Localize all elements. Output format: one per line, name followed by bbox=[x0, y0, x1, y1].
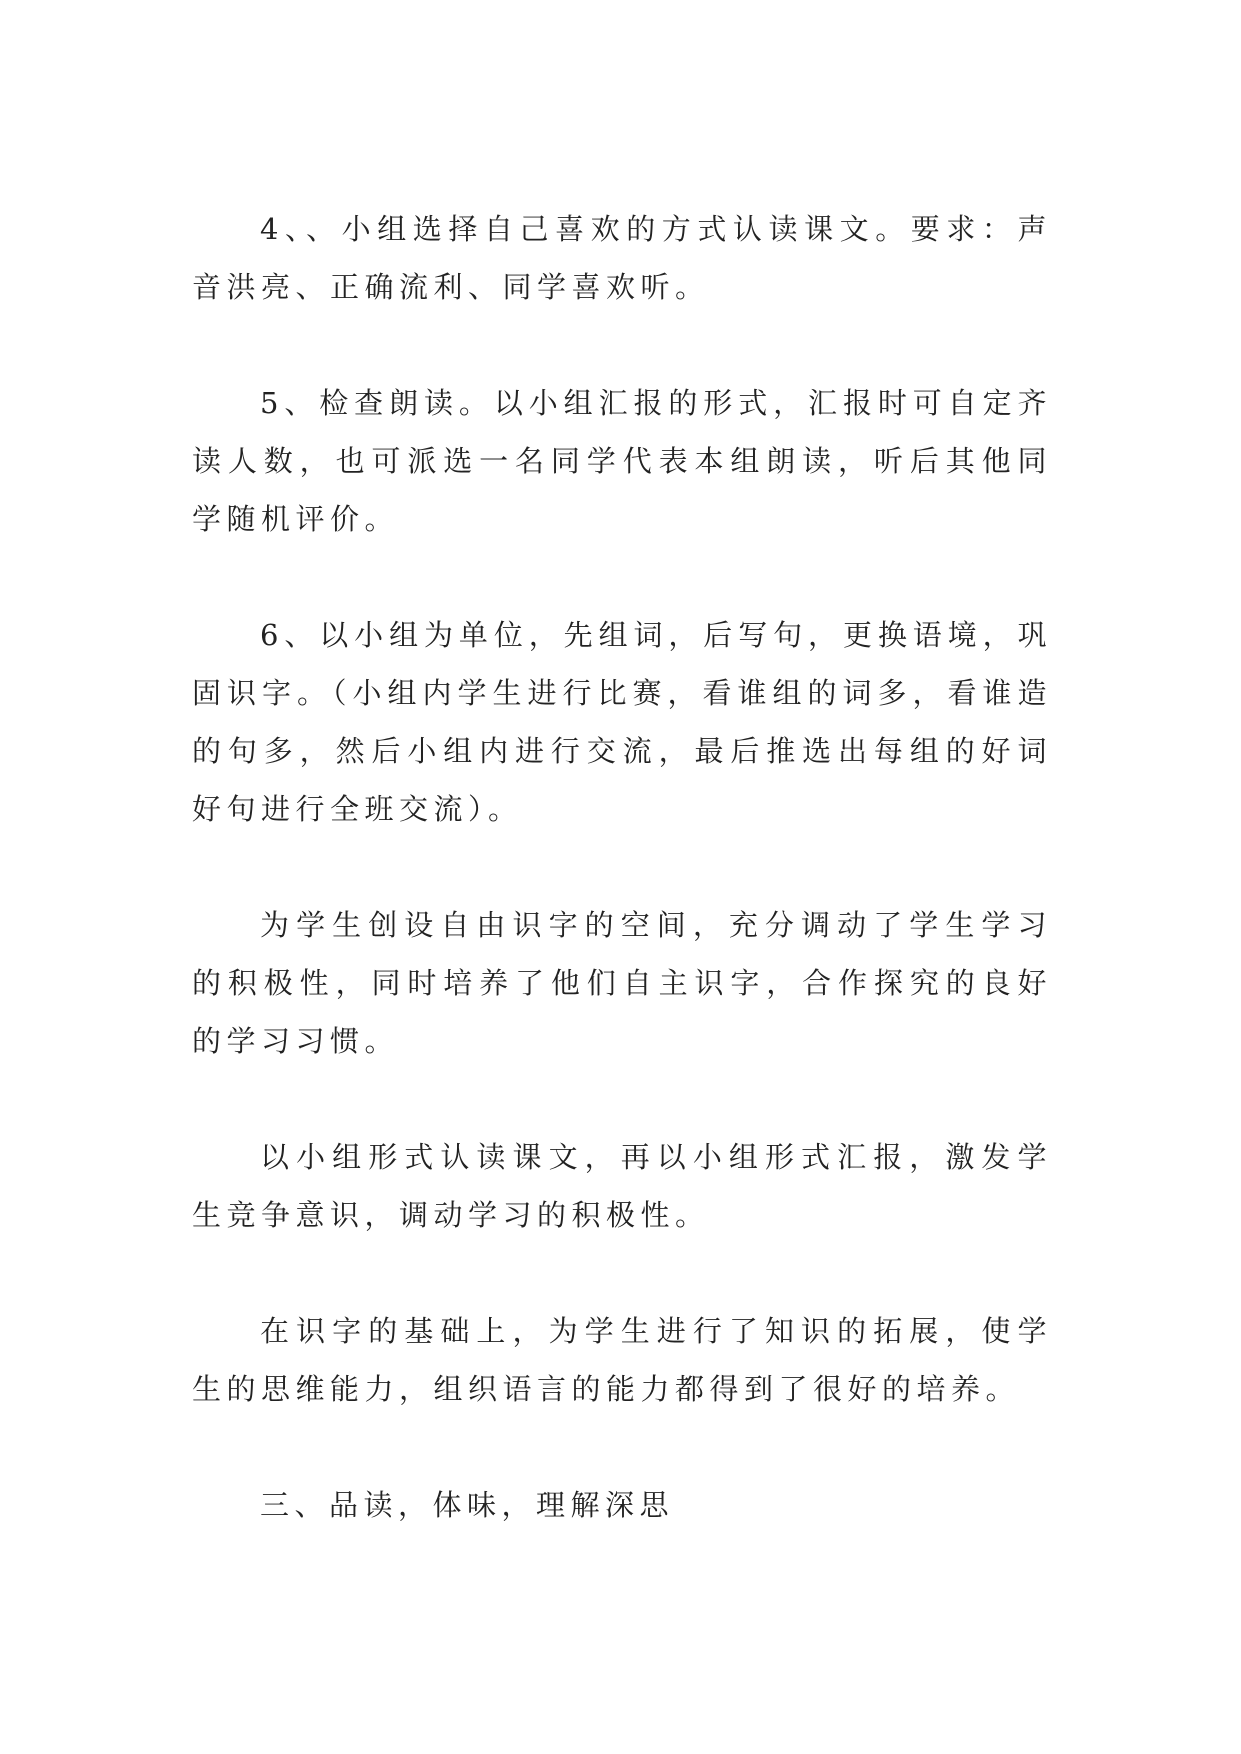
paragraph-step-4: 4、、小组选择自己喜欢的方式认读课文。要求：声音洪亮、正确流利、同学喜欢听。 bbox=[192, 212, 1052, 304]
paragraph-step-6: 6、以小组为单位，先组词，后写句，更换语境，巩固识字。（小组内学生进行比赛，看谁组的词多，看谁造的句多，然后小组内进行交流，最后推选出每组的好词好句进行全班交流）。 bbox=[192, 618, 1052, 826]
paragraph-reflection-1: 为学生创设自由识字的空间，充分调动了学生学习的积极性，同时培养了他们自主识字，合作探究的良好的学习习惯。 bbox=[192, 908, 1052, 1058]
document-body bbox=[192, 200, 1052, 1534]
paragraph-step-5: 5、检查朗读。以小组汇报的形式，汇报时可自定齐读人数，也可派选一名同学代表本组朗读，听后其他同学随机评价。 bbox=[192, 386, 1052, 536]
section-heading-3: 三、品读，体味，理解深思 bbox=[260, 1488, 675, 1522]
paragraph-reflection-2: 以小组形式认读课文，再以小组形式汇报，激发学生竞争意识，调动学习的积极性。 bbox=[192, 1140, 1052, 1232]
paragraph-reflection-3: 在识字的基础上，为学生进行了知识的拓展，使学生的思维能力，组织语言的能力都得到了很好的培养。 bbox=[192, 1314, 1052, 1406]
